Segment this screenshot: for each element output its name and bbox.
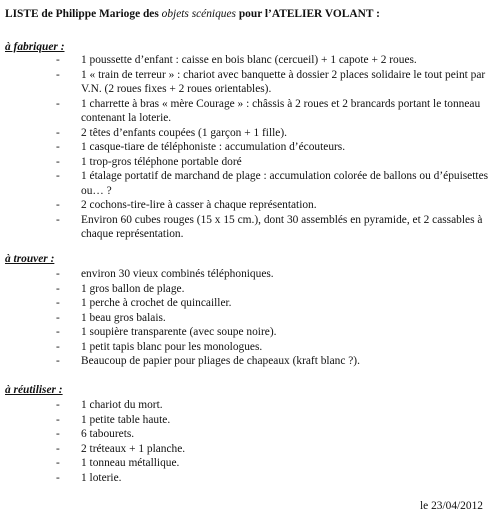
item-text: 1 perche à crochet de quincailler. (81, 297, 232, 309)
section-heading-fabriquer: à fabriquer : (5, 41, 65, 53)
bullet-dash: - (56, 97, 60, 110)
list-item (0, 456, 495, 471)
item-text: 1 chariot du mort. (81, 399, 163, 411)
item-text: 2 tréteaux + 1 planche. (81, 442, 186, 455)
list-item (0, 53, 495, 68)
bullet-dash: - (56, 326, 60, 338)
list-item (0, 68, 495, 97)
bullet-dash: - (56, 199, 60, 211)
list-item (0, 198, 495, 213)
document-title (5, 7, 491, 22)
list-item (0, 311, 495, 326)
item-text: 1 petite table haute. (81, 413, 171, 426)
bullet-dash: - (56, 68, 60, 81)
bullet-dash: - (56, 428, 60, 440)
item-text: 2 cochons-tire-lire à casser à chaque représentation. (81, 199, 317, 211)
bullet-dash: - (56, 54, 60, 66)
list-trouver (0, 267, 495, 369)
item-text: environ 30 vieux combinés téléphoniques. (81, 268, 274, 280)
item-text: 1 « train de terreur » : chariot avec banquette à dossier 2 places solidaire le tout peint par V.N. (2 roues fixes + 2 roues orientables). (81, 68, 486, 95)
list-item (0, 267, 495, 282)
bullet-dash: - (56, 471, 60, 484)
item-text: 2 têtes d’enfants coupées (1 garçon + 1 fille). (81, 126, 287, 139)
item-text: 1 trop-gros téléphone portable doré (81, 155, 242, 168)
bullet-dash: - (56, 141, 60, 153)
item-text: Environ 60 cubes rouges (15 x 15 cm.), dont 30 assemblés en pyramide, et 2 cassables à chaque représentation. (81, 213, 483, 240)
list-item (0, 427, 495, 442)
bullet-dash: - (56, 442, 60, 455)
bullet-dash: - (56, 413, 60, 426)
list-item (0, 126, 495, 141)
item-text: 1 charrette à bras « mère Courage » : châssis à 2 roues et 2 brancards portant le tonneau contenant la loterie. (81, 97, 481, 124)
list-item (0, 213, 495, 242)
title-italic: objets scéniques (161, 8, 236, 20)
bullet-dash: - (56, 340, 60, 353)
bullet-dash: - (56, 297, 60, 309)
list-item (0, 169, 495, 198)
list-item (0, 471, 495, 486)
list-item (0, 398, 495, 413)
item-text: 1 gros ballon de plage. (81, 282, 185, 295)
list-item (0, 442, 495, 457)
bullet-dash: - (56, 399, 60, 411)
list-fabriquer (0, 53, 495, 242)
item-text: 1 soupière transparente (avec soupe noire). (81, 326, 277, 338)
item-text: 6 tabourets. (81, 428, 135, 440)
list-item (0, 282, 495, 297)
document-date: le 23/04/2012 (420, 500, 483, 512)
section-heading-reutiliser: à réutiliser : (5, 384, 63, 396)
bullet-dash: - (56, 457, 60, 469)
bullet-dash: - (56, 268, 60, 280)
bullet-dash: - (56, 311, 60, 324)
bullet-dash: - (56, 282, 60, 295)
item-text: 1 beau gros balais. (81, 311, 166, 324)
item-text: 1 poussette d’enfant : caisse en bois blanc (cercueil) + 1 capote + 2 roues. (81, 54, 417, 66)
list-item (0, 325, 495, 340)
list-item (0, 296, 495, 311)
item-text: 1 petit tapis blanc pour les monologues. (81, 340, 263, 353)
bullet-dash: - (56, 126, 60, 139)
item-text: 1 étalage portatif de marchand de plage : accumulation colorée de ballons ou d’épuisettes ou… ? (81, 170, 489, 197)
item-text: Beaucoup de papier pour pliages de chapeaux (kraft blanc ?). (81, 355, 360, 367)
bullet-dash: - (56, 213, 60, 226)
item-text: 1 casque-tiare de téléphoniste : accumulation d’écouteurs. (81, 141, 346, 153)
bullet-dash: - (56, 155, 60, 168)
item-text: 1 loterie. (81, 471, 122, 484)
item-text: 1 tonneau métallique. (81, 457, 180, 469)
list-reutiliser (0, 398, 495, 485)
list-item (0, 97, 495, 126)
bullet-dash: - (56, 355, 60, 367)
title-suffix: pour l’ATELIER VOLANT : (235, 8, 380, 20)
list-item (0, 413, 495, 428)
bullet-dash: - (56, 170, 60, 182)
title-prefix: LISTE de Philippe Marioge des (5, 8, 162, 20)
list-item (0, 140, 495, 155)
list-item (0, 155, 495, 170)
section-heading-trouver: à trouver : (5, 253, 55, 265)
list-item (0, 354, 495, 369)
list-item (0, 340, 495, 355)
